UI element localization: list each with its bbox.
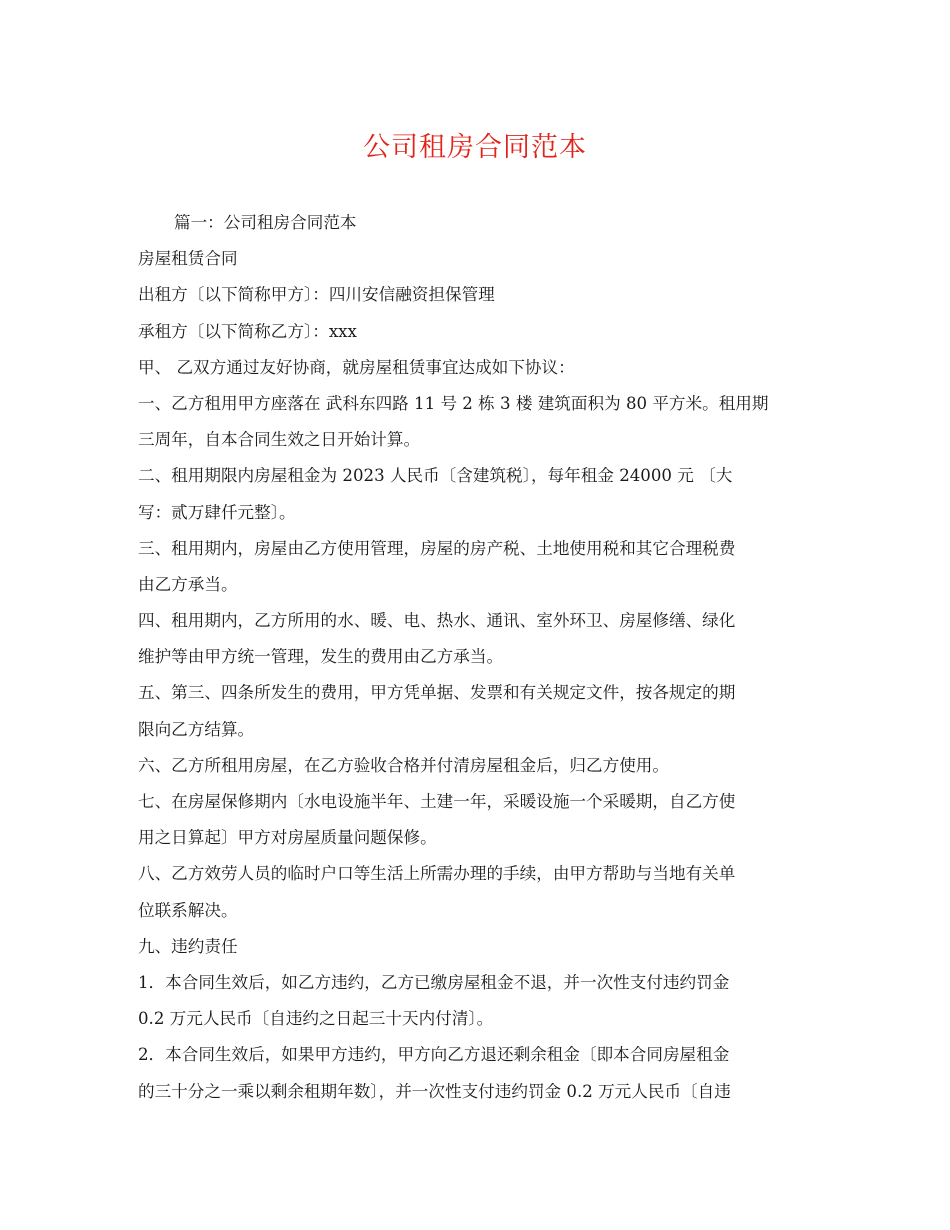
lessor-line: 出租方〔以下简称甲方〕：四川安信融资担保管理 (138, 285, 495, 305)
agreement-intro: 甲、 乙双方通过友好协商，就房屋租赁事宜达成如下协议： (138, 357, 575, 377)
clause-3-line-1: 三、租用期内，房屋由乙方使用管理，房屋的房产税、土地使用税和其它合理税费 (138, 538, 736, 558)
clause-9-item-2-line-2: 的三十分之一乘以剩余租期年数〕，并一次性支付违约罚金 0.2 万元人民币〔自违 (138, 1081, 731, 1101)
clause-9-item-1-line-1: 1．本合同生效后，如乙方违约，乙方已缴房屋租金不退，并一次性支付违约罚金 (138, 972, 730, 992)
clause-6-line-1: 六、乙方所租用房屋，在乙方验收合格并付清房屋租金后，归乙方使用。 (138, 755, 669, 775)
clause-9-item-1-line-2: 0.2 万元人民币〔自违约之日起三十天内付清〕。 (138, 1009, 494, 1029)
clause-3-line-2: 由乙方承当。 (138, 574, 238, 594)
clause-1-line-2: 三周年，自本合同生效之日开始计算。 (138, 430, 421, 450)
document-body (138, 205, 814, 1110)
clause-5-line-1: 五、第三、四条所发生的费用，甲方凭单据、发票和有关规定文件，按各规定的期 (138, 683, 736, 703)
clause-2-line-1: 二、租用期限内房屋租金为 2023 人民币〔含建筑税〕，每年租金 24000 元 〔大 (138, 466, 733, 486)
section-heading: 篇一：公司租房合同范本 (174, 213, 357, 232)
clause-2-line-2: 写：贰万肆仟元整〕。 (138, 502, 296, 522)
contract-name: 房屋租赁合同 (138, 249, 238, 269)
clause-4-line-2: 维护等由甲方统一管理，发生的费用由乙方承当。 (138, 647, 504, 667)
document-title: 公司租房合同范本 (363, 132, 587, 163)
clause-8-line-2: 位联系解决。 (138, 900, 238, 920)
clause-7-line-1: 七、在房屋保修期内〔水电设施半年、土建一年，采暖设施一个采暖期，自乙方使 (138, 792, 736, 811)
clause-1-line-1: 一、乙方租用甲方座落在 武科东四路 11 号 2 栋 3 楼 建筑面积为 80 平方米。租用期 (138, 393, 769, 413)
clause-9-item-2-line-1: 2．本合同生效后，如果甲方违约，甲方向乙方退还剩余租金〔即本合同房屋租金 (138, 1045, 730, 1065)
clause-7-line-2: 用之日算起〕甲方对房屋质量问题保修。 (138, 828, 437, 848)
clause-8-line-1: 八、乙方效劳人员的临时户口等生活上所需办理的手续，由甲方帮助与当地有关单 (138, 864, 736, 884)
lessee-line: 承租方〔以下简称乙方〕：xxx (138, 321, 357, 341)
clause-9-heading: 九、违约责任 (138, 936, 238, 956)
clause-4-line-1: 四、租用期内，乙方所用的水、暖、电、热水、通讯、室外环卫、房屋修缮、绿化 (138, 611, 736, 631)
clause-5-line-2: 限向乙方结算。 (138, 719, 255, 739)
